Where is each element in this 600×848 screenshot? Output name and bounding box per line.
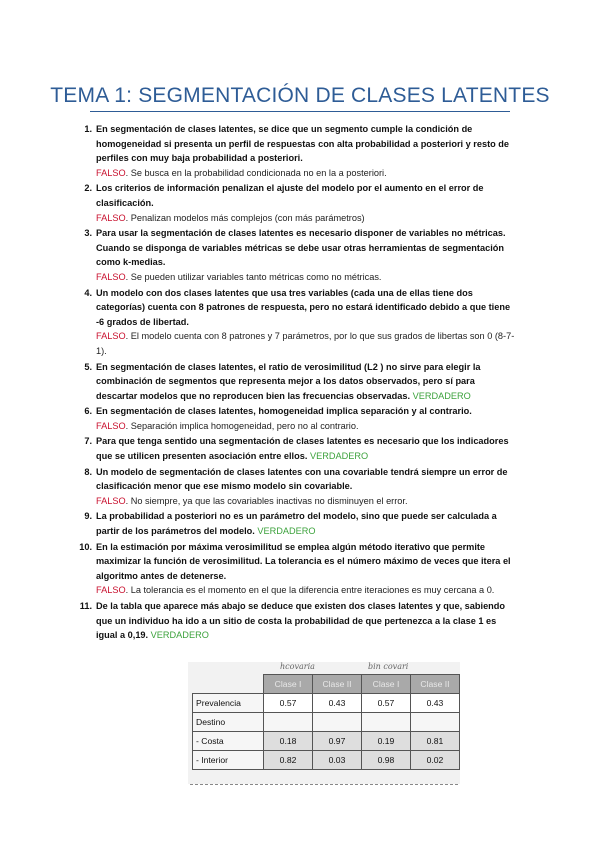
table-header: Clase II — [410, 675, 459, 694]
question-number: 1. — [84, 124, 92, 134]
question-text: En segmentación de clases latentes, se dice que un segmento cumple la condición de homogeneidad si presenta un perfil de respuestas con alta probabilidad a posteriori y resto de perfiles con muy baja probabilidad a posteriori. — [96, 124, 510, 164]
table-cell: 0.43 — [410, 694, 459, 713]
question-number: 7. — [84, 436, 92, 447]
row-label: - Costa — [193, 732, 264, 751]
question-number: 9. — [84, 511, 92, 522]
answer-explanation: . No siempre, ya que las covariables inactivas no disminuyen el error. — [125, 495, 408, 506]
title-underline — [90, 111, 510, 112]
question-item — [79, 540, 516, 598]
question-number: 3. — [84, 228, 92, 239]
question-number: 2. — [84, 183, 92, 194]
table-cell — [264, 713, 313, 732]
question-item — [84, 360, 516, 404]
row-label: - Interior — [193, 751, 264, 770]
table-cell: 0.19 — [362, 732, 411, 751]
question-number: 11. — [79, 601, 92, 611]
handwritten-note: hcovaria — [280, 662, 315, 671]
question-number: 10. — [79, 541, 92, 552]
question-list — [79, 122, 516, 644]
answer-explanation: . La tolerancia es el momento en el que la diferencia entre iteraciones es muy cercana a 0. — [125, 585, 495, 596]
question-item — [84, 465, 516, 509]
table-row — [193, 713, 460, 732]
table-header-row — [193, 675, 460, 694]
table-cell: 0.03 — [313, 751, 362, 770]
probability-table — [192, 674, 460, 770]
verdict-true-label: VERDADERO — [150, 630, 209, 641]
page-title: TEMA 1: SEGMENTACIÓN DE CLASES LATENTES — [50, 84, 550, 107]
verdict-false-label: FALSO — [96, 271, 126, 282]
table-row — [193, 751, 460, 770]
question-text: En segmentación de clases latentes, homogeneidad implica separación y al contrario. — [96, 406, 472, 417]
table-cell: 0.43 — [313, 694, 362, 713]
table-cell: 0.81 — [410, 732, 459, 751]
answer-explanation: . Separación implica homogeneidad, pero no al contrario. — [125, 420, 359, 431]
question-item — [84, 434, 516, 463]
verdict-true-label: VERDADERO — [257, 526, 316, 537]
question-item — [84, 404, 516, 433]
question-text: Para que tenga sentido una segmentación de clases latentes es necesario que los indicadores que se utilicen presenten asociación entre ellos. — [96, 436, 509, 462]
question-number: 6. — [84, 406, 92, 417]
cut-off-edge — [190, 784, 458, 789]
verdict-false-label: FALSO — [96, 420, 126, 431]
question-text: Los criterios de información penalizan el ajuste del modelo por el aumento en el error de clasificación. — [96, 183, 484, 208]
question-text: Un modelo de segmentación de clases latentes con una covariable tendrá siempre un error de clasificación menor que ese mismo modelo sin covariable. — [96, 466, 508, 492]
question-item — [84, 286, 516, 359]
answer-explanation: . El modelo cuenta con 8 patrones y 7 parámetros, por lo que sus grados de libertas son 0 (8-7-1). — [96, 331, 515, 356]
table-row — [193, 732, 460, 751]
question-item — [84, 226, 516, 284]
table-cell: 0.02 — [410, 751, 459, 770]
table-cell — [313, 713, 362, 732]
question-text: Un modelo con dos clases latentes que usa tres variables (cada una de ellas tiene dos categorías) cuenta con 8 patrones de respuesta, pero no estará identificado debido a que tiene -6 grados de libertad. — [96, 287, 511, 327]
verdict-false-label: FALSO — [96, 331, 126, 342]
table-cell: 0.57 — [264, 694, 313, 713]
table-header: Clase II — [313, 675, 362, 694]
data-table-image — [188, 662, 460, 784]
question-number: 8. — [84, 466, 92, 477]
verdict-false-label: FALSO — [96, 585, 126, 596]
table-header: Clase I — [264, 675, 313, 694]
question-text: De la tabla que aparece más abajo se deduce que existen dos clases latentes y que, sabiendo que un individuo ha ido a un sitio de costa la probabilidad de que pertenezca a la clase 1 es igual a 0,19. — [96, 601, 506, 641]
table-cell: 0.97 — [313, 732, 362, 751]
table-cell: 0.82 — [264, 751, 313, 770]
question-text: En la estimación por máxima verosimilitud se emplea algún método iterativo que permite maximizar la función de verosimilitud. La tolerancia es el número máximo de veces que itera el algoritmo antes de detenerse. — [96, 541, 511, 581]
table-cell: 0.98 — [362, 751, 411, 770]
verdict-false-label: FALSO — [96, 212, 126, 223]
verdict-false-label: FALSO — [96, 167, 126, 178]
question-text: En segmentación de clases latentes, el ratio de verosimilitud (L2 ) no sirve para elegir la combinación de segmentos que representa mejor a los datos observados, pero sí para descartar modelos que no reproducen bien las frecuencias observadas. — [96, 361, 481, 401]
answer-explanation: . Se busca en la probabilidad condicionada no en la a posteriori. — [125, 167, 387, 178]
question-text: Para usar la segmentación de clases latentes es necesario disponer de variables no métricas. Cuando se disponga de variables métricas se debe usar otras herramientas de segmentación como k-medias. — [96, 228, 506, 268]
answer-explanation: . Penalizan modelos más complejos (con más parámetros) — [125, 212, 365, 223]
question-number: 5. — [84, 361, 92, 372]
question-text: La probabilidad a posteriori no es un parámetro del modelo, sino que puede ser calculada a partir de los parámetros del modelo. — [96, 511, 497, 537]
row-label: Destino — [193, 713, 264, 732]
table-header: Clase I — [362, 675, 411, 694]
table-cell: 0.18 — [264, 732, 313, 751]
handwritten-note: bin covari — [368, 662, 409, 671]
row-label: Prevalencia — [193, 694, 264, 713]
table-row — [193, 694, 460, 713]
verdict-true-label: VERDADERO — [309, 451, 369, 462]
question-item — [84, 181, 516, 225]
question-item — [84, 509, 516, 538]
table-cell — [362, 713, 411, 732]
verdict-true-label: VERDADERO — [412, 390, 471, 401]
verdict-false-label: FALSO — [96, 495, 126, 506]
answer-explanation: . Se pueden utilizar variables tanto métricas como no métricas. — [125, 271, 382, 282]
question-item — [79, 599, 516, 643]
table-cell — [410, 713, 459, 732]
table-corner — [193, 675, 264, 694]
question-item — [84, 122, 516, 180]
question-number: 4. — [84, 287, 92, 298]
table-cell: 0.57 — [362, 694, 411, 713]
